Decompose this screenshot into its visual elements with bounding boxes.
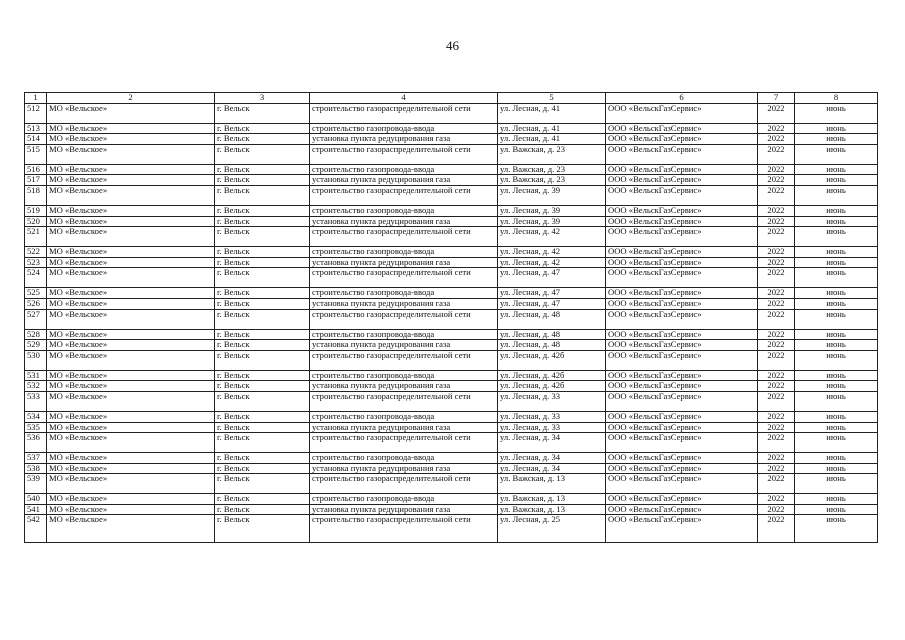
- cell-month: июнь: [795, 288, 878, 299]
- cell-address: ул. Лесная, д. 42: [498, 227, 606, 247]
- cell-year: 2022: [758, 329, 795, 340]
- cell-contractor: ООО «ВельскГазСервис»: [606, 350, 758, 370]
- table-row: [25, 463, 878, 474]
- cell-settlement: г. Вельск: [215, 453, 310, 464]
- cell-municipality: МО «Вельское»: [47, 205, 215, 216]
- cell-work-type: установка пункта редуцирования газа: [310, 463, 498, 474]
- cell-month: июнь: [795, 453, 878, 464]
- cell-municipality: МО «Вельское»: [47, 329, 215, 340]
- cell-row-number: 528: [25, 329, 47, 340]
- table-row: [25, 185, 878, 205]
- cell-address: ул. Лесная, д. 34: [498, 433, 606, 453]
- cell-work-type: установка пункта редуцирования газа: [310, 134, 498, 145]
- cell-settlement: г. Вельск: [215, 391, 310, 411]
- cell-municipality: МО «Вельское»: [47, 185, 215, 205]
- cell-municipality: МО «Вельское»: [47, 309, 215, 329]
- cell-month: июнь: [795, 298, 878, 309]
- cell-work-type: строительство газопровода-ввода: [310, 494, 498, 505]
- cell-address: ул. Лесная, д. 39: [498, 185, 606, 205]
- cell-month: июнь: [795, 370, 878, 381]
- cell-month: июнь: [795, 185, 878, 205]
- cell-municipality: МО «Вельское»: [47, 103, 215, 123]
- header-cell-3: 3: [215, 93, 310, 104]
- cell-municipality: МО «Вельское»: [47, 144, 215, 164]
- cell-contractor: ООО «ВельскГазСервис»: [606, 309, 758, 329]
- cell-work-type: строительство газопровода-ввода: [310, 123, 498, 134]
- table-row: [25, 144, 878, 164]
- cell-settlement: г. Вельск: [215, 381, 310, 392]
- cell-contractor: ООО «ВельскГазСервис»: [606, 463, 758, 474]
- cell-settlement: г. Вельск: [215, 257, 310, 268]
- cell-contractor: ООО «ВельскГазСервис»: [606, 494, 758, 505]
- cell-row-number: 533: [25, 391, 47, 411]
- cell-municipality: МО «Вельское»: [47, 123, 215, 134]
- header-cell-1: 1: [25, 93, 47, 104]
- cell-work-type: строительство газопровода-ввода: [310, 329, 498, 340]
- cell-month: июнь: [795, 205, 878, 216]
- cell-row-number: 523: [25, 257, 47, 268]
- cell-work-type: строительство газораспределительной сети: [310, 350, 498, 370]
- cell-year: 2022: [758, 164, 795, 175]
- cell-month: июнь: [795, 103, 878, 123]
- cell-year: 2022: [758, 463, 795, 474]
- cell-work-type: строительство газораспределительной сети: [310, 144, 498, 164]
- cell-contractor: ООО «ВельскГазСервис»: [606, 370, 758, 381]
- cell-work-type: строительство газораспределительной сети: [310, 515, 498, 543]
- cell-contractor: ООО «ВельскГазСервис»: [606, 340, 758, 351]
- cell-work-type: установка пункта редуцирования газа: [310, 340, 498, 351]
- cell-work-type: установка пункта редуцирования газа: [310, 504, 498, 515]
- cell-month: июнь: [795, 164, 878, 175]
- table-row: [25, 175, 878, 186]
- cell-work-type: строительство газораспределительной сети: [310, 268, 498, 288]
- cell-contractor: ООО «ВельскГазСервис»: [606, 411, 758, 422]
- cell-address: ул. Важская, д. 13: [498, 494, 606, 505]
- cell-year: 2022: [758, 144, 795, 164]
- cell-contractor: ООО «ВельскГазСервис»: [606, 164, 758, 175]
- header-cell-5: 5: [498, 93, 606, 104]
- cell-month: июнь: [795, 216, 878, 227]
- cell-contractor: ООО «ВельскГазСервис»: [606, 144, 758, 164]
- cell-municipality: МО «Вельское»: [47, 288, 215, 299]
- cell-year: 2022: [758, 175, 795, 186]
- header-cell-8: 8: [795, 93, 878, 104]
- cell-row-number: 534: [25, 411, 47, 422]
- cell-work-type: строительство газопровода-ввода: [310, 247, 498, 258]
- cell-address: ул. Лесная, д. 42: [498, 247, 606, 258]
- cell-address: ул. Лесная, д. 47: [498, 268, 606, 288]
- cell-month: июнь: [795, 134, 878, 145]
- cell-settlement: г. Вельск: [215, 370, 310, 381]
- cell-address: ул. Лесная, д. 42б: [498, 370, 606, 381]
- cell-address: ул. Лесная, д. 48: [498, 340, 606, 351]
- table-row: [25, 257, 878, 268]
- cell-work-type: строительство газопровода-ввода: [310, 288, 498, 299]
- cell-contractor: ООО «ВельскГазСервис»: [606, 381, 758, 392]
- cell-work-type: установка пункта редуцирования газа: [310, 422, 498, 433]
- cell-municipality: МО «Вельское»: [47, 422, 215, 433]
- cell-row-number: 520: [25, 216, 47, 227]
- cell-settlement: г. Вельск: [215, 268, 310, 288]
- cell-row-number: 522: [25, 247, 47, 258]
- cell-work-type: строительство газораспределительной сети: [310, 185, 498, 205]
- cell-row-number: 515: [25, 144, 47, 164]
- cell-month: июнь: [795, 247, 878, 258]
- cell-address: ул. Лесная, д. 33: [498, 391, 606, 411]
- cell-month: июнь: [795, 340, 878, 351]
- cell-year: 2022: [758, 411, 795, 422]
- cell-month: июнь: [795, 422, 878, 433]
- cell-address: ул. Лесная, д. 47: [498, 288, 606, 299]
- cell-work-type: строительство газораспределительной сети: [310, 103, 498, 123]
- cell-month: июнь: [795, 391, 878, 411]
- cell-row-number: 531: [25, 370, 47, 381]
- cell-address: ул. Лесная, д. 33: [498, 411, 606, 422]
- cell-settlement: г. Вельск: [215, 185, 310, 205]
- cell-settlement: г. Вельск: [215, 474, 310, 494]
- table-row: [25, 247, 878, 258]
- cell-year: 2022: [758, 453, 795, 464]
- cell-address: ул. Лесная, д. 33: [498, 422, 606, 433]
- cell-row-number: 521: [25, 227, 47, 247]
- cell-work-type: строительство газопровода-ввода: [310, 205, 498, 216]
- cell-contractor: ООО «ВельскГазСервис»: [606, 504, 758, 515]
- cell-row-number: 541: [25, 504, 47, 515]
- table-row: [25, 309, 878, 329]
- table-row: [25, 504, 878, 515]
- cell-municipality: МО «Вельское»: [47, 175, 215, 186]
- cell-year: 2022: [758, 216, 795, 227]
- table-row: [25, 474, 878, 494]
- cell-row-number: 517: [25, 175, 47, 186]
- cell-month: июнь: [795, 515, 878, 543]
- cell-address: ул. Важская, д. 23: [498, 175, 606, 186]
- cell-settlement: г. Вельск: [215, 134, 310, 145]
- cell-contractor: ООО «ВельскГазСервис»: [606, 422, 758, 433]
- cell-settlement: г. Вельск: [215, 123, 310, 134]
- cell-row-number: 514: [25, 134, 47, 145]
- cell-settlement: г. Вельск: [215, 205, 310, 216]
- cell-month: июнь: [795, 144, 878, 164]
- cell-contractor: ООО «ВельскГазСервис»: [606, 123, 758, 134]
- cell-work-type: строительство газораспределительной сети: [310, 391, 498, 411]
- cell-address: ул. Лесная, д. 41: [498, 103, 606, 123]
- cell-address: ул. Лесная, д. 48: [498, 309, 606, 329]
- cell-year: 2022: [758, 433, 795, 453]
- cell-contractor: ООО «ВельскГазСервис»: [606, 257, 758, 268]
- cell-month: июнь: [795, 494, 878, 505]
- cell-row-number: 524: [25, 268, 47, 288]
- cell-address: ул. Лесная, д. 41: [498, 123, 606, 134]
- cell-row-number: 513: [25, 123, 47, 134]
- table-row: [25, 370, 878, 381]
- cell-address: ул. Лесная, д. 42б: [498, 381, 606, 392]
- table-row: [25, 298, 878, 309]
- table-row: [25, 134, 878, 145]
- cell-contractor: ООО «ВельскГазСервис»: [606, 134, 758, 145]
- cell-row-number: 537: [25, 453, 47, 464]
- cell-year: 2022: [758, 494, 795, 505]
- table-row: [25, 411, 878, 422]
- cell-month: июнь: [795, 309, 878, 329]
- cell-municipality: МО «Вельское»: [47, 350, 215, 370]
- cell-address: ул. Лесная, д. 47: [498, 298, 606, 309]
- cell-month: июнь: [795, 123, 878, 134]
- cell-year: 2022: [758, 247, 795, 258]
- cell-municipality: МО «Вельское»: [47, 504, 215, 515]
- cell-settlement: г. Вельск: [215, 247, 310, 258]
- cell-contractor: ООО «ВельскГазСервис»: [606, 288, 758, 299]
- cell-address: ул. Лесная, д. 42б: [498, 350, 606, 370]
- cell-contractor: ООО «ВельскГазСервис»: [606, 227, 758, 247]
- cell-work-type: установка пункта редуцирования газа: [310, 257, 498, 268]
- cell-row-number: 518: [25, 185, 47, 205]
- cell-month: июнь: [795, 175, 878, 186]
- cell-municipality: МО «Вельское»: [47, 411, 215, 422]
- cell-address: ул. Важская, д. 23: [498, 144, 606, 164]
- cell-year: 2022: [758, 257, 795, 268]
- cell-municipality: МО «Вельское»: [47, 216, 215, 227]
- cell-month: июнь: [795, 381, 878, 392]
- cell-settlement: г. Вельск: [215, 103, 310, 123]
- cell-settlement: г. Вельск: [215, 340, 310, 351]
- cell-work-type: установка пункта редуцирования газа: [310, 175, 498, 186]
- cell-month: июнь: [795, 433, 878, 453]
- cell-row-number: 527: [25, 309, 47, 329]
- table-row: [25, 350, 878, 370]
- cell-contractor: ООО «ВельскГазСервис»: [606, 433, 758, 453]
- cell-row-number: 519: [25, 205, 47, 216]
- cell-year: 2022: [758, 288, 795, 299]
- cell-settlement: г. Вельск: [215, 463, 310, 474]
- table-row: [25, 433, 878, 453]
- cell-month: июнь: [795, 268, 878, 288]
- cell-work-type: строительство газопровода-ввода: [310, 370, 498, 381]
- cell-year: 2022: [758, 370, 795, 381]
- table-row: [25, 329, 878, 340]
- table-row: [25, 381, 878, 392]
- cell-work-type: установка пункта редуцирования газа: [310, 216, 498, 227]
- cell-month: июнь: [795, 257, 878, 268]
- cell-work-type: установка пункта редуцирования газа: [310, 298, 498, 309]
- cell-work-type: установка пункта редуцирования газа: [310, 381, 498, 392]
- header-cell-2: 2: [47, 93, 215, 104]
- cell-contractor: ООО «ВельскГазСервис»: [606, 453, 758, 464]
- cell-year: 2022: [758, 134, 795, 145]
- cell-row-number: 530: [25, 350, 47, 370]
- cell-row-number: 526: [25, 298, 47, 309]
- cell-year: 2022: [758, 123, 795, 134]
- gas-works-table: [24, 92, 878, 543]
- cell-settlement: г. Вельск: [215, 329, 310, 340]
- cell-month: июнь: [795, 350, 878, 370]
- page-number: 46: [446, 38, 459, 53]
- cell-municipality: МО «Вельское»: [47, 370, 215, 381]
- cell-year: 2022: [758, 350, 795, 370]
- cell-year: 2022: [758, 309, 795, 329]
- cell-year: 2022: [758, 205, 795, 216]
- table-row: [25, 453, 878, 464]
- cell-contractor: ООО «ВельскГазСервис»: [606, 103, 758, 123]
- cell-work-type: строительство газопровода-ввода: [310, 453, 498, 464]
- table-row: [25, 164, 878, 175]
- cell-year: 2022: [758, 474, 795, 494]
- cell-municipality: МО «Вельское»: [47, 433, 215, 453]
- cell-row-number: 525: [25, 288, 47, 299]
- cell-municipality: МО «Вельское»: [47, 381, 215, 392]
- cell-row-number: 540: [25, 494, 47, 505]
- cell-row-number: 542: [25, 515, 47, 543]
- cell-month: июнь: [795, 227, 878, 247]
- cell-row-number: 539: [25, 474, 47, 494]
- cell-settlement: г. Вельск: [215, 494, 310, 505]
- header-cell-4: 4: [310, 93, 498, 104]
- cell-month: июнь: [795, 474, 878, 494]
- cell-municipality: МО «Вельское»: [47, 340, 215, 351]
- table-row: [25, 227, 878, 247]
- cell-row-number: 532: [25, 381, 47, 392]
- cell-settlement: г. Вельск: [215, 298, 310, 309]
- cell-address: ул. Важская, д. 23: [498, 164, 606, 175]
- cell-settlement: г. Вельск: [215, 309, 310, 329]
- cell-municipality: МО «Вельское»: [47, 268, 215, 288]
- cell-month: июнь: [795, 504, 878, 515]
- cell-year: 2022: [758, 422, 795, 433]
- cell-year: 2022: [758, 391, 795, 411]
- table-row: [25, 288, 878, 299]
- cell-settlement: г. Вельск: [215, 411, 310, 422]
- table-row: [25, 391, 878, 411]
- cell-row-number: 536: [25, 433, 47, 453]
- header-row: [25, 93, 878, 104]
- cell-contractor: ООО «ВельскГазСервис»: [606, 205, 758, 216]
- cell-work-type: строительство газопровода-ввода: [310, 164, 498, 175]
- cell-contractor: ООО «ВельскГазСервис»: [606, 474, 758, 494]
- cell-settlement: г. Вельск: [215, 144, 310, 164]
- cell-settlement: г. Вельск: [215, 288, 310, 299]
- cell-address: ул. Лесная, д. 34: [498, 453, 606, 464]
- cell-municipality: МО «Вельское»: [47, 463, 215, 474]
- cell-settlement: г. Вельск: [215, 433, 310, 453]
- header-cell-7: 7: [758, 93, 795, 104]
- table-row: [25, 123, 878, 134]
- cell-year: 2022: [758, 227, 795, 247]
- cell-year: 2022: [758, 268, 795, 288]
- cell-work-type: строительство газопровода-ввода: [310, 411, 498, 422]
- table-row: [25, 216, 878, 227]
- cell-settlement: г. Вельск: [215, 422, 310, 433]
- cell-row-number: 516: [25, 164, 47, 175]
- cell-month: июнь: [795, 329, 878, 340]
- cell-row-number: 535: [25, 422, 47, 433]
- cell-address: ул. Лесная, д. 39: [498, 205, 606, 216]
- cell-row-number: 538: [25, 463, 47, 474]
- cell-contractor: ООО «ВельскГазСервис»: [606, 268, 758, 288]
- cell-contractor: ООО «ВельскГазСервис»: [606, 216, 758, 227]
- cell-municipality: МО «Вельское»: [47, 134, 215, 145]
- cell-contractor: ООО «ВельскГазСервис»: [606, 247, 758, 258]
- cell-year: 2022: [758, 103, 795, 123]
- cell-municipality: МО «Вельское»: [47, 474, 215, 494]
- cell-year: 2022: [758, 381, 795, 392]
- cell-settlement: г. Вельск: [215, 515, 310, 543]
- cell-row-number: 512: [25, 103, 47, 123]
- cell-municipality: МО «Вельское»: [47, 453, 215, 464]
- cell-address: ул. Лесная, д. 42: [498, 257, 606, 268]
- cell-municipality: МО «Вельское»: [47, 515, 215, 543]
- cell-work-type: строительство газораспределительной сети: [310, 227, 498, 247]
- cell-contractor: ООО «ВельскГазСервис»: [606, 298, 758, 309]
- cell-year: 2022: [758, 515, 795, 543]
- header-cell-6: 6: [606, 93, 758, 104]
- cell-address: ул. Лесная, д. 41: [498, 134, 606, 145]
- cell-address: ул. Важская, д. 13: [498, 504, 606, 515]
- cell-address: ул. Лесная, д. 48: [498, 329, 606, 340]
- table-row: [25, 422, 878, 433]
- table-row: [25, 515, 878, 543]
- cell-year: 2022: [758, 340, 795, 351]
- cell-settlement: г. Вельск: [215, 227, 310, 247]
- cell-municipality: МО «Вельское»: [47, 494, 215, 505]
- cell-month: июнь: [795, 411, 878, 422]
- cell-settlement: г. Вельск: [215, 175, 310, 186]
- cell-contractor: ООО «ВельскГазСервис»: [606, 515, 758, 543]
- cell-municipality: МО «Вельское»: [47, 298, 215, 309]
- cell-municipality: МО «Вельское»: [47, 164, 215, 175]
- cell-settlement: г. Вельск: [215, 504, 310, 515]
- cell-municipality: МО «Вельское»: [47, 391, 215, 411]
- cell-settlement: г. Вельск: [215, 216, 310, 227]
- cell-work-type: строительство газораспределительной сети: [310, 309, 498, 329]
- cell-municipality: МО «Вельское»: [47, 227, 215, 247]
- cell-settlement: г. Вельск: [215, 164, 310, 175]
- cell-work-type: строительство газораспределительной сети: [310, 474, 498, 494]
- table-row: [25, 103, 878, 123]
- cell-address: ул. Лесная, д. 34: [498, 463, 606, 474]
- cell-municipality: МО «Вельское»: [47, 257, 215, 268]
- table-row: [25, 205, 878, 216]
- cell-row-number: 529: [25, 340, 47, 351]
- cell-contractor: ООО «ВельскГазСервис»: [606, 175, 758, 186]
- cell-year: 2022: [758, 185, 795, 205]
- cell-settlement: г. Вельск: [215, 350, 310, 370]
- cell-contractor: ООО «ВельскГазСервис»: [606, 185, 758, 205]
- cell-contractor: ООО «ВельскГазСервис»: [606, 329, 758, 340]
- cell-address: ул. Важская, д. 13: [498, 474, 606, 494]
- cell-address: ул. Лесная, д. 25: [498, 515, 606, 543]
- table-row: [25, 268, 878, 288]
- table-row: [25, 340, 878, 351]
- cell-work-type: строительство газораспределительной сети: [310, 433, 498, 453]
- table-row: [25, 494, 878, 505]
- cell-month: июнь: [795, 463, 878, 474]
- cell-contractor: ООО «ВельскГазСервис»: [606, 391, 758, 411]
- cell-municipality: МО «Вельское»: [47, 247, 215, 258]
- cell-year: 2022: [758, 504, 795, 515]
- cell-address: ул. Лесная, д. 39: [498, 216, 606, 227]
- cell-year: 2022: [758, 298, 795, 309]
